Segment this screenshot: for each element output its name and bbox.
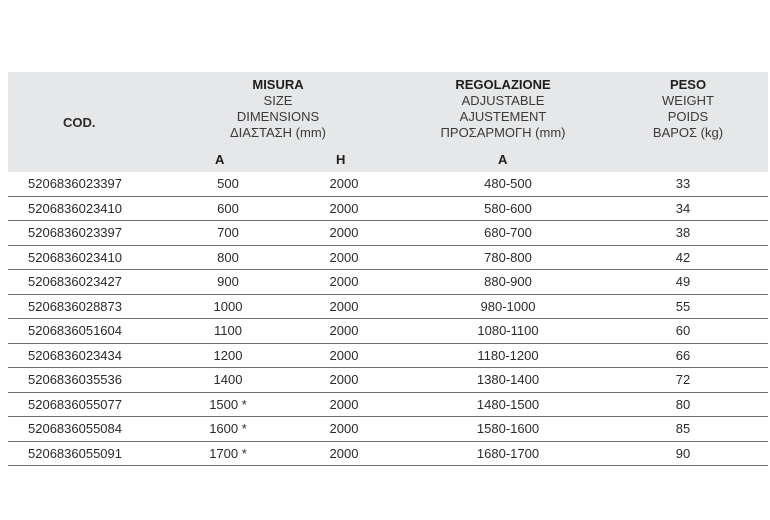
product-table bbox=[8, 72, 768, 466]
table-row bbox=[8, 172, 768, 197]
table-row bbox=[8, 270, 768, 295]
header-misura-title: MISURA bbox=[252, 77, 304, 92]
cell-peso: 42 bbox=[675, 249, 691, 265]
cell-cod: 5206836055091 bbox=[28, 445, 122, 461]
cell-cod: 5206836035536 bbox=[28, 372, 122, 387]
header-regolazione-line: AJUSTEMENT bbox=[459, 109, 547, 124]
table-row bbox=[8, 197, 768, 222]
cell-peso: 90 bbox=[675, 445, 691, 461]
header-misura-line: SIZE bbox=[263, 93, 293, 108]
cell-h: 2000 bbox=[329, 372, 359, 387]
cell-cod: 5206836023410 bbox=[28, 200, 122, 216]
cell-peso: 72 bbox=[675, 372, 691, 387]
header-peso-line: ΒΑΡΟΣ (kg) bbox=[652, 125, 724, 140]
cell-h: 2000 bbox=[329, 323, 359, 338]
table-body bbox=[8, 172, 768, 466]
cell-regolazione: 1180-1200 bbox=[477, 347, 539, 363]
cell-a: 900 bbox=[217, 274, 239, 289]
table-row bbox=[8, 319, 768, 344]
table-row bbox=[8, 368, 768, 393]
cell-a: 1200 bbox=[213, 347, 243, 363]
header-misura-line: ΔΙΑΣΤΑΣΗ (mm) bbox=[229, 125, 326, 140]
cell-cod: 5206836055084 bbox=[28, 421, 122, 436]
table-row bbox=[8, 417, 768, 442]
cell-cod: 5206836023427 bbox=[28, 274, 122, 289]
cell-cod: 5206836055077 bbox=[28, 396, 122, 412]
table-row bbox=[8, 393, 768, 418]
cell-regolazione: 1080-1100 bbox=[477, 323, 539, 338]
header-sub-h-height: H bbox=[336, 152, 346, 167]
header-peso-title: PESO bbox=[669, 77, 707, 92]
cell-h: 2000 bbox=[329, 396, 359, 412]
cell-a: 700 bbox=[217, 225, 239, 240]
cell-cod: 5206836028873 bbox=[28, 298, 122, 314]
cell-regolazione: 1380-1400 bbox=[476, 372, 540, 387]
cell-a: 1700 * bbox=[209, 445, 247, 461]
cell-regolazione: 780-800 bbox=[484, 249, 532, 265]
cell-h: 2000 bbox=[329, 274, 359, 289]
cell-regolazione: 1480-1500 bbox=[476, 396, 540, 412]
header-sub-a-width: A bbox=[215, 152, 225, 167]
cell-h: 2000 bbox=[329, 347, 359, 363]
cell-a: 1100 bbox=[214, 323, 242, 338]
cell-peso: 38 bbox=[675, 225, 691, 240]
header-regolazione bbox=[408, 77, 598, 141]
cell-peso: 49 bbox=[675, 274, 691, 289]
cell-peso: 85 bbox=[675, 421, 691, 436]
cell-h: 2000 bbox=[329, 298, 359, 314]
header-misura-line: DIMENSIONS bbox=[236, 109, 320, 124]
cell-regolazione: 980-1000 bbox=[480, 298, 536, 314]
cell-regolazione: 880-900 bbox=[484, 274, 532, 289]
cell-peso: 34 bbox=[675, 200, 691, 216]
table-row bbox=[8, 344, 768, 369]
header-peso-line: WEIGHT bbox=[662, 93, 714, 108]
cell-a: 1400 bbox=[213, 372, 243, 387]
header-regolazione-title: REGOLAZIONE bbox=[455, 77, 551, 92]
cell-peso: 66 bbox=[675, 347, 691, 363]
header-peso bbox=[628, 77, 748, 141]
table-header bbox=[8, 72, 768, 172]
header-regolazione-line: ADJUSTABLE bbox=[461, 93, 545, 108]
cell-a: 1500 * bbox=[209, 396, 247, 412]
table-row bbox=[8, 295, 768, 320]
cell-regolazione: 480-500 bbox=[484, 176, 532, 191]
cell-cod: 5206836023434 bbox=[28, 347, 122, 363]
cell-a: 800 bbox=[217, 249, 239, 265]
table-row bbox=[8, 221, 768, 246]
cell-h: 2000 bbox=[329, 421, 359, 436]
header-sub-a-adjust: A bbox=[498, 152, 508, 167]
cell-a: 500 bbox=[217, 176, 239, 191]
cell-a: 600 bbox=[217, 200, 239, 216]
cell-cod: 5206836023410 bbox=[28, 249, 122, 265]
cell-cod: 5206836051604 bbox=[28, 323, 122, 338]
header-regolazione-line: ΠΡΟΣΑΡΜΟΓΗ (mm) bbox=[440, 125, 566, 140]
cell-a: 1000 bbox=[213, 298, 243, 314]
cell-h: 2000 bbox=[329, 445, 359, 461]
cell-peso: 80 bbox=[675, 396, 691, 412]
cell-h: 2000 bbox=[329, 225, 359, 240]
header-peso-line: POIDS bbox=[667, 109, 709, 124]
cell-peso: 33 bbox=[675, 176, 691, 191]
header-misura bbox=[203, 77, 353, 141]
cell-regolazione: 1680-1700 bbox=[476, 445, 540, 461]
table-row bbox=[8, 442, 768, 467]
table-row bbox=[8, 246, 768, 271]
cell-h: 2000 bbox=[329, 249, 359, 265]
cell-cod: 5206836023397 bbox=[28, 176, 122, 191]
cell-regolazione: 580-600 bbox=[484, 200, 532, 216]
header-cod: COD. bbox=[63, 115, 96, 130]
cell-regolazione: 680-700 bbox=[484, 225, 532, 240]
cell-regolazione: 1580-1600 bbox=[476, 421, 540, 436]
cell-h: 2000 bbox=[329, 200, 359, 216]
cell-a: 1600 * bbox=[209, 421, 247, 436]
cell-h: 2000 bbox=[329, 176, 359, 191]
cell-peso: 60 bbox=[675, 323, 691, 338]
cell-cod: 5206836023397 bbox=[28, 225, 122, 240]
cell-peso: 55 bbox=[675, 298, 691, 314]
